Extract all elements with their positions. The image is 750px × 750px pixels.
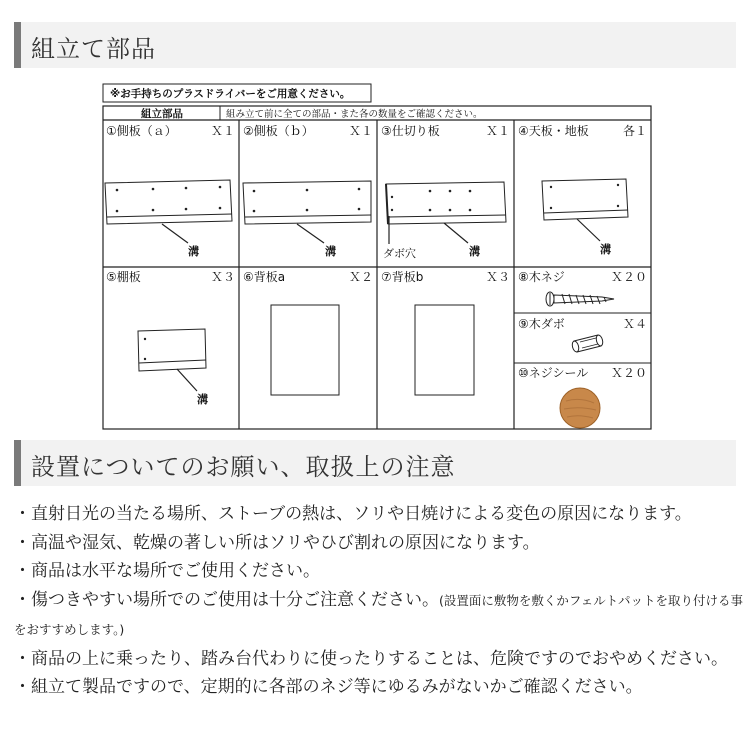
back-panel-b-drawing bbox=[415, 305, 474, 395]
list-item: ・傷つきやすい場所でのご使用は十分ご注意ください。(設置面に敷物を敷くかフェルトパットを取り付ける事をおすすめします。) bbox=[14, 589, 744, 637]
section-heading-parts bbox=[14, 22, 736, 68]
part-10-qty: Ｘ２０ bbox=[610, 366, 647, 380]
part-1-name: ①側板（ａ） bbox=[106, 124, 177, 138]
section-title-precautions: 設置についてのお願い、取扱上の注意 bbox=[31, 453, 456, 481]
part-2-qty: Ｘ１ bbox=[348, 124, 373, 138]
groove-label-1: 溝 bbox=[188, 245, 199, 258]
heading-accent-bar bbox=[14, 440, 21, 486]
part-3-qty: Ｘ１ bbox=[485, 124, 510, 138]
part-10-name: ⑩ネジシール bbox=[518, 366, 589, 380]
part-5-name: ⑤棚板 bbox=[106, 270, 141, 284]
heading-accent-bar bbox=[14, 22, 21, 68]
screw-sticker-icon bbox=[560, 388, 600, 428]
groove-label-2: 溝 bbox=[325, 245, 336, 258]
back-panel-a-drawing bbox=[271, 305, 339, 395]
part-3-name: ③仕切り板 bbox=[381, 124, 440, 138]
dowel-hole-label: ダボ穴 bbox=[383, 247, 416, 260]
list-item: ・高温や湿気、乾燥の著しい所はソリやひび割れの原因になります。 bbox=[14, 532, 540, 553]
groove-label-4: 溝 bbox=[600, 243, 611, 256]
part-4-name: ④天板・地板 bbox=[518, 124, 589, 138]
list-item: ・組立て製品ですので、定期的に各部のネジ等にゆるみがないかご確認ください。 bbox=[14, 677, 643, 697]
list-item: ・直射日光の当たる場所、ストーブの熱は、ソリや日焼けによる変色の原因になります。 bbox=[14, 504, 692, 524]
part-8-name: ⑧木ネジ bbox=[518, 270, 565, 284]
section-title-parts: 組立て部品 bbox=[31, 35, 156, 63]
part-8-qty: Ｘ２０ bbox=[610, 270, 647, 284]
notice-text: ※お手持ちのプラスドライバーをご用意ください。 bbox=[110, 88, 351, 100]
note-small-text: (設置面に敷物を敷くかフェルトパットを取り付ける事をおすすめします。) bbox=[14, 592, 744, 637]
header-label: 組立部品 bbox=[141, 108, 183, 120]
groove-label-5: 溝 bbox=[197, 393, 208, 406]
part-7-name: ⑦背板b bbox=[381, 270, 424, 284]
section-heading-precautions bbox=[14, 440, 736, 486]
parts-table bbox=[102, 83, 654, 431]
groove-label-3: 溝 bbox=[469, 245, 480, 258]
part-4-qty: 各１ bbox=[622, 124, 647, 138]
list-item: ・商品の上に乗ったり、踏み台代わりに使ったりすることは、危険ですのでおやめください。 bbox=[14, 648, 728, 669]
list-item: ・商品は水平な場所でご使用ください。 bbox=[14, 561, 320, 581]
part-6-name: ⑥背板a bbox=[243, 270, 286, 284]
part-9-qty: Ｘ４ bbox=[622, 317, 647, 331]
part-2-name: ②側板（ｂ） bbox=[243, 124, 314, 138]
part-5-qty: Ｘ３ bbox=[210, 270, 235, 284]
part-6-qty: Ｘ２ bbox=[348, 270, 373, 284]
header-note: 組み立て前に全ての部品・また各の数量をご確認ください。 bbox=[226, 109, 483, 120]
part-7-qty: Ｘ３ bbox=[485, 270, 510, 284]
precautions-list bbox=[14, 500, 744, 702]
part-9-name: ⑨木ダボ bbox=[518, 317, 565, 331]
part-1-qty: Ｘ１ bbox=[210, 124, 235, 138]
